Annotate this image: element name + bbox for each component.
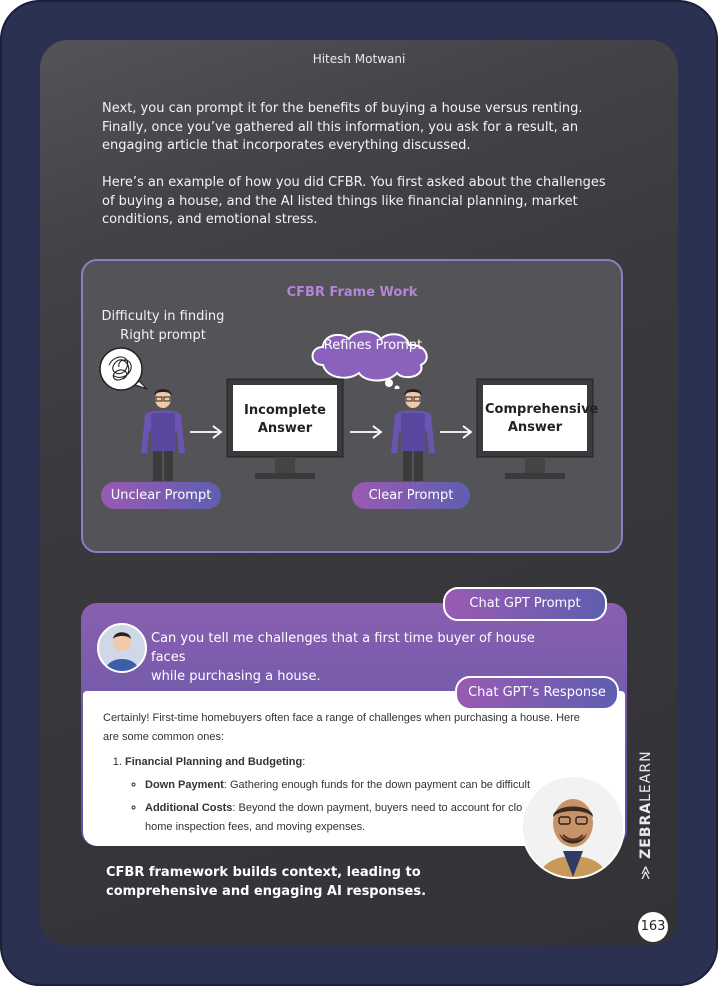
difficulty-label [93,307,233,345]
person-unclear-icon [135,385,191,485]
arrow-right-icon [349,425,383,439]
chat-gpt-prompt-tag: Chat GPT Prompt [443,587,607,621]
clear-prompt-pill: Clear Prompt [352,482,470,509]
difficulty-line-2: Right prompt [120,328,206,343]
list-item: ◦ Additional Costs: Beyond the down payment, buyers need to account for clo home inspection fees, and moving expenses. [145,799,583,837]
book-page [40,40,678,946]
paragraph-2: Here’s an example of how you did CFBR. You first asked about the challenges of buying a house, and the AI listed things like financial planning, market conditions, and emotional stress. [102,175,606,227]
figure-caption: CFBR framework builds context, leading to comprehensive and engaging AI responses. [106,865,427,899]
incomplete-answer-label: Incomplete Answer [244,403,326,436]
author-portrait-icon [523,777,623,877]
user-avatar [97,623,147,673]
arrow-right-icon [189,425,223,439]
response-intro: Certainly! First-time homebuyers often face a range of challenges when purchasing a house. Here are some common ones: [103,712,580,743]
zebralearn-brand: ≫ ZEBRALEARN [638,750,654,880]
difficulty-line-1: Difficulty in finding [101,309,225,324]
framework-title: CFBR Frame Work [286,285,418,300]
chat-gpt-response-tag: Chat GPT’s Response [455,676,619,710]
comprehensive-answer-label: Comprehensive Answer [485,402,599,435]
author-photo [521,775,625,879]
paragraph-1: Next, you can prompt it for the benefits of buying a house versus renting. Finally, once you’ve gathered all this information, you ask for a result, an engaging article that incorporates everything discussed. [102,101,583,153]
chat-question: Can you tell me challenges that a first time buyer of house faces while purchasing a house. [151,631,535,684]
arrow-right-icon [439,425,473,439]
person-clear-icon [385,385,441,485]
refines-prompt-label: Refines Prompt [323,338,423,353]
page-number: 163 [638,912,668,942]
brand-logo-icon: ≫ [638,858,654,880]
list-item: 1. Financial Planning and Budgeting: ◦ Down Payment: Gathering enough funds for the down payment can be difficult ◦ Additional Costs: Beyond the down payment, buyers need to account for clo home inspection fees, and moving expenses. [125,753,583,837]
list-item: ◦ Down Payment: Gathering enough funds for the down payment can be difficult [145,776,583,795]
unclear-prompt-pill: Unclear Prompt [101,482,221,509]
user-avatar-icon [99,625,145,671]
response-text [103,709,583,841]
cfbr-framework-diagram [81,259,623,553]
author-header: Hitesh Motwani [312,52,406,66]
